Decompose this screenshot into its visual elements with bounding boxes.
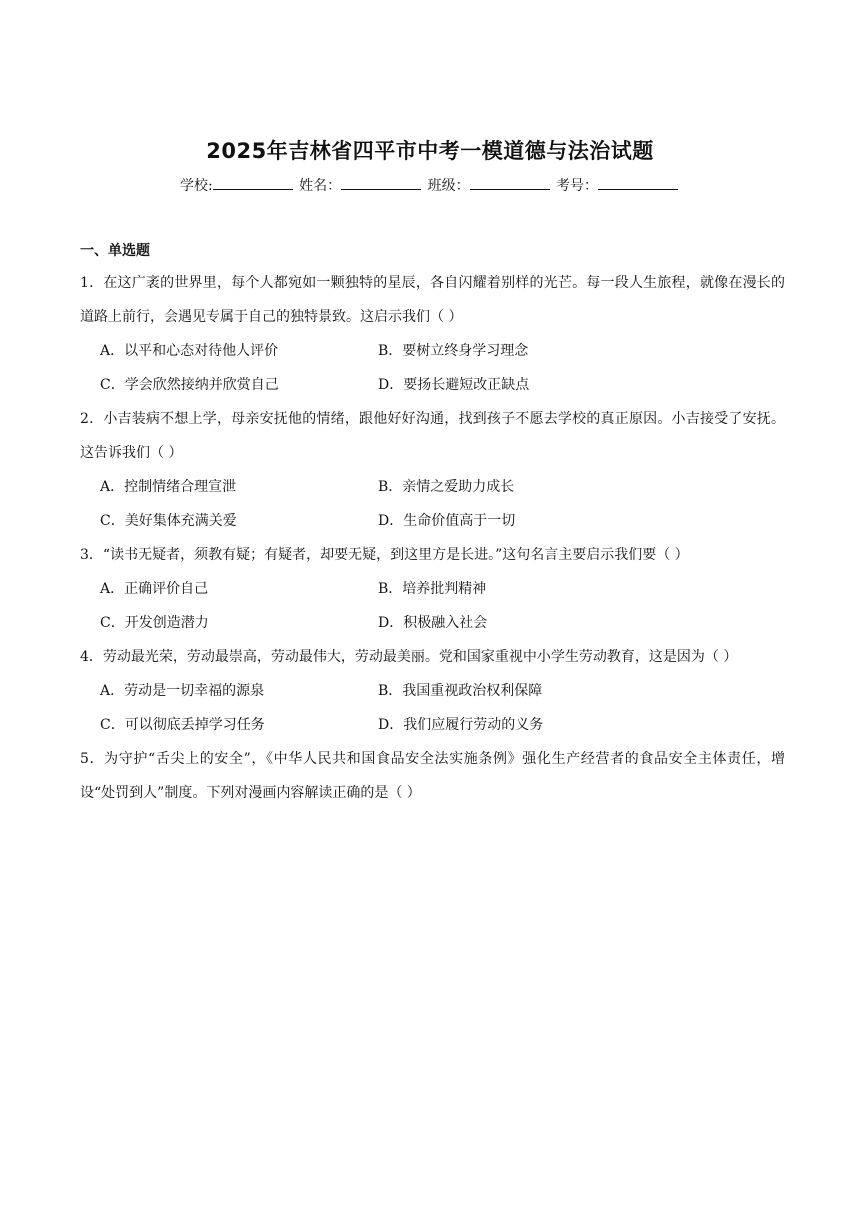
question-stem: 4．劳动最光荣，劳动最崇高，劳动最伟大，劳动最美丽。党和国家重视中小学生劳动教育，这是因为（ ） xyxy=(80,649,738,665)
name-label: 姓名： xyxy=(299,178,342,194)
question-2 xyxy=(80,402,785,538)
class-label: 班级： xyxy=(427,178,470,194)
option-b[interactable]: B．亲情之爱助力成长 xyxy=(378,479,515,495)
option-d[interactable]: D．积极融入社会 xyxy=(378,615,488,631)
question-5 xyxy=(80,742,785,810)
option-c[interactable]: C．开发创造潜力 xyxy=(100,615,209,631)
option-c[interactable]: C．美好集体充满关爱 xyxy=(100,513,237,529)
school-label: 学校: xyxy=(179,178,213,194)
student-info-line xyxy=(0,175,860,195)
option-b[interactable]: B．要树立终身学习理念 xyxy=(378,343,529,359)
page-title: 2025年吉林省四平市中考一模道德与法治试题 xyxy=(206,139,654,163)
option-b[interactable]: B．培养批判精神 xyxy=(378,581,487,597)
question-stem: 5．为守护“舌尖上的安全”，《中华人民共和国食品安全法实施条例》强化生产经营者的食品安全主体责任，增设“处罚到人”制度。下列对漫画内容解读正确的是（ ） xyxy=(80,751,785,801)
option-d[interactable]: D．我们应履行劳动的义务 xyxy=(378,717,544,733)
school-field xyxy=(180,175,295,195)
question-stem: 1．在这广袤的世界里，每个人都宛如一颗独特的星辰，各自闪耀着别样的光芒。每一段人生旅程，就像在漫长的道路上前行，会遇见专属于自己的独特景致。这启示我们（ ） xyxy=(80,275,785,325)
question-1 xyxy=(80,266,785,402)
option-a[interactable]: A．以平和心态对待他人评价 xyxy=(100,343,279,359)
exam-no-field xyxy=(556,175,680,195)
question-4 xyxy=(80,640,785,742)
name-blank[interactable] xyxy=(341,175,421,190)
option-b[interactable]: B．我国重视政治权利保障 xyxy=(378,683,543,699)
question-stem: 2．小吉装病不想上学，母亲安抚他的情绪，跟他好好沟通，找到孩子不愿去学校的真正原因。小吉接受了安抚。这告诉我们（ ） xyxy=(80,411,785,461)
option-d[interactable]: D．要扬长避短改正缺点 xyxy=(378,377,530,393)
class-field xyxy=(428,175,552,195)
question-stem: 3．“读书无疑者，须教有疑；有疑者，却要无疑，到这里方是长进。”这句名言主要启示我们要（ ） xyxy=(80,547,689,563)
option-c[interactable]: C．可以彻底丢掉学习任务 xyxy=(100,717,265,733)
option-grid xyxy=(80,674,785,742)
option-a[interactable]: A．正确评价自己 xyxy=(100,581,209,597)
exam-no-label: 考号： xyxy=(556,178,599,194)
option-grid xyxy=(80,334,785,402)
section-title: 一、单选题 xyxy=(80,243,150,259)
option-grid xyxy=(80,470,785,538)
option-d[interactable]: D．生命价值高于一切 xyxy=(378,513,516,529)
name-field xyxy=(299,175,423,195)
option-a[interactable]: A．控制情绪合理宣泄 xyxy=(100,479,237,495)
option-grid xyxy=(80,572,785,640)
option-c[interactable]: C．学会欣然接纳并欣赏自己 xyxy=(100,377,279,393)
exam-no-blank[interactable] xyxy=(598,175,678,190)
class-blank[interactable] xyxy=(470,175,550,190)
school-blank[interactable] xyxy=(213,175,293,190)
option-a[interactable]: A．劳动是一切幸福的源泉 xyxy=(100,683,265,699)
question-list xyxy=(80,240,785,810)
question-3 xyxy=(80,538,785,640)
